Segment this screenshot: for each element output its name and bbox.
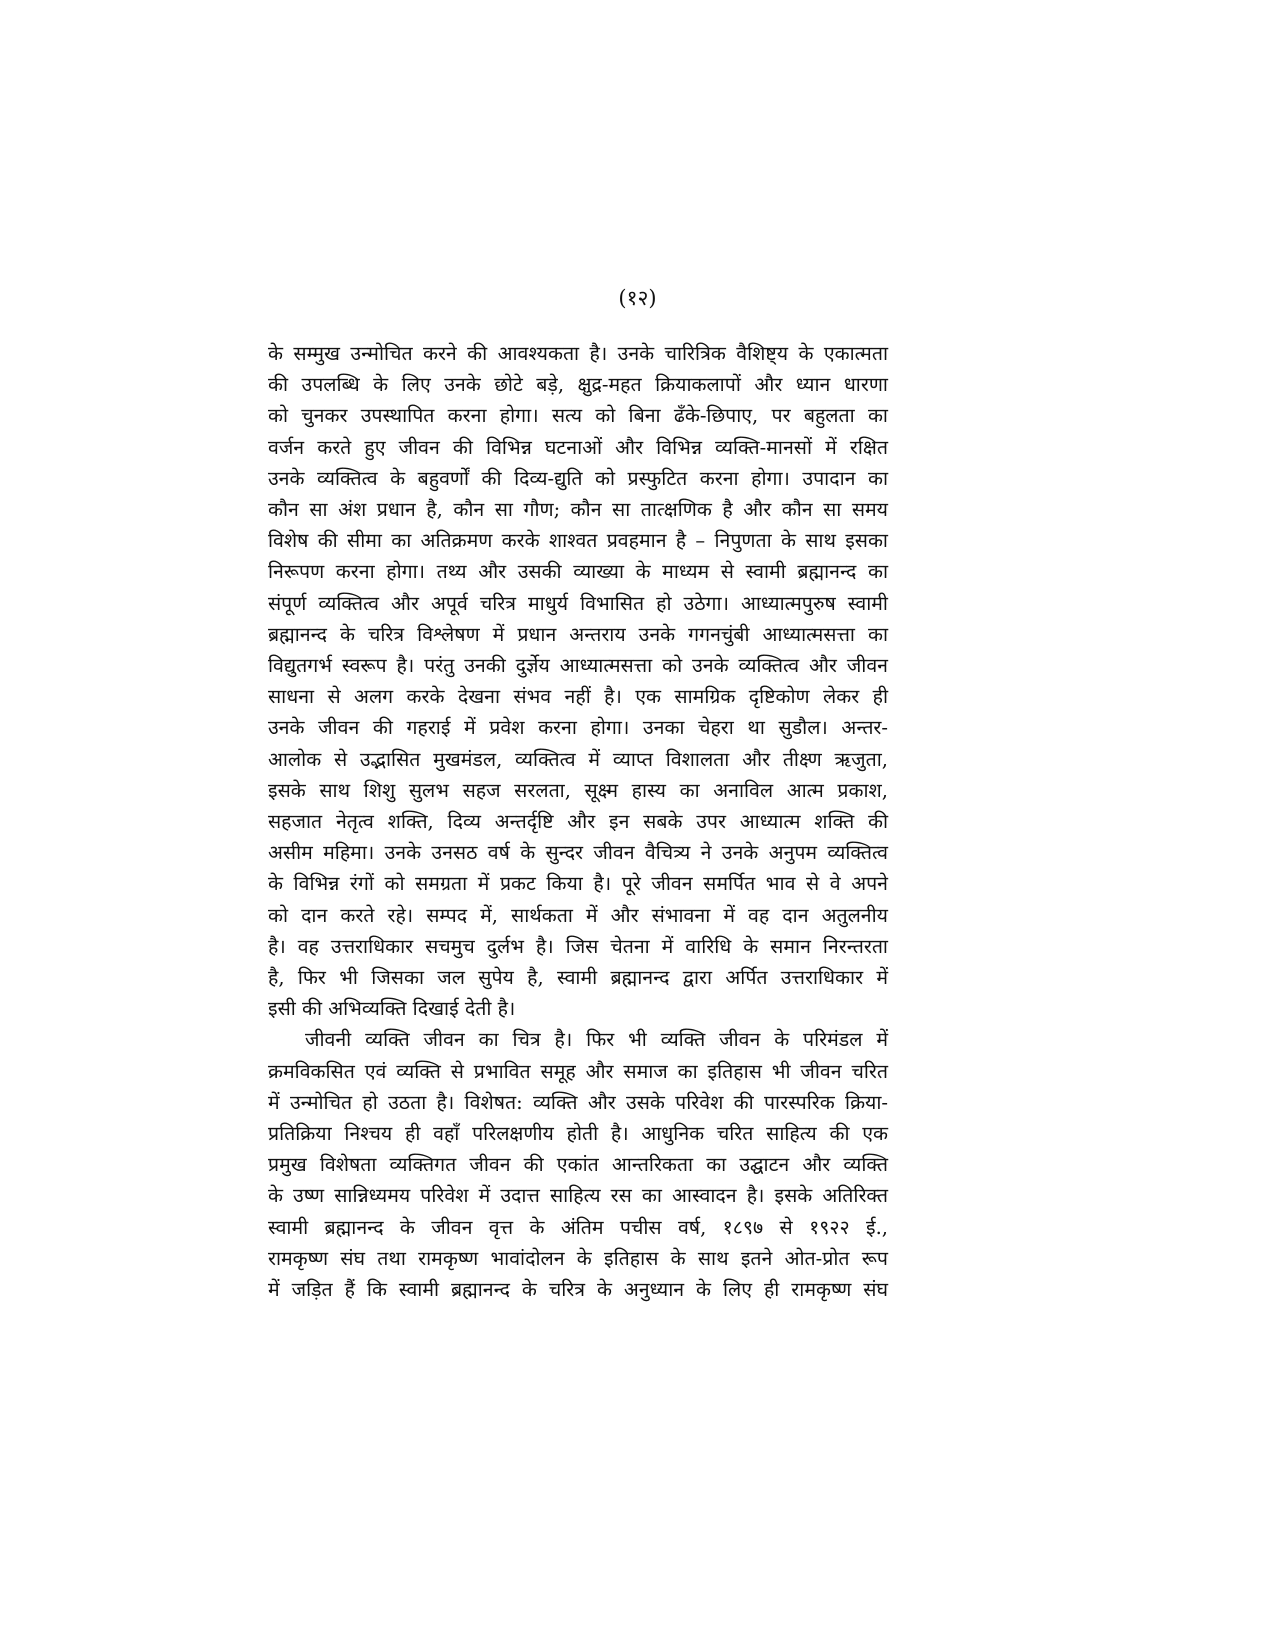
text-line: आलोक से उद्भासित मुखमंडल, व्यक्तित्व में व्याप्त विशालता और तीक्ष्ण ऋजुता, xyxy=(268,747,888,771)
text-line: विद्युतगर्भ स्वरूप है। परंतु उनकी दुर्ज्ञेय आध्यात्मसत्ता को उनके व्यक्तित्व और जीवन xyxy=(268,654,888,678)
text-line: के उष्ण सान्निध्यमय परिवेश में उदात्त साहित्य रस का आस्वादन है। इसके अतिरिक्त xyxy=(268,1184,888,1208)
text-line: साधना से अलग करके देखना संभव नहीं है। एक सामग्रिक दृष्टिकोण लेकर ही xyxy=(268,685,888,709)
paragraph-2 xyxy=(268,1024,888,1305)
text-line: ब्रह्मानन्द के चरित्र विश्लेषण में प्रधान अन्तराय उनके गगनचुंबी आध्यात्मसत्ता का xyxy=(268,622,888,646)
text-line: इसके साथ शिशु सुलभ सहज सरलता, सूक्ष्म हास्य का अनाविल आत्म प्रकाश, xyxy=(268,778,888,802)
text-line: में जड़ित हैं कि स्वामी ब्रह्मानन्द के चरित्र के अनुध्यान के लिए ही रामकृष्ण संघ xyxy=(268,1278,888,1302)
text-line: संपूर्ण व्यक्तित्व और अपूर्व चरित्र माधुर्य विभासित हो उठेगा। आध्यात्मपुरुष स्वामी xyxy=(268,591,888,615)
body-text xyxy=(268,338,888,1305)
text-line: उनके जीवन की गहराई में प्रवेश करना होगा। उनका चेहरा था सुडौल। अन्तर- xyxy=(268,716,888,740)
text-line: में उन्मोचित हो उठता है। विशेषत: व्यक्ति और उसके परिवेश की पारस्परिक क्रिया- xyxy=(268,1090,888,1114)
text-line: कौन सा अंश प्रधान है, कौन सा गौण; कौन सा तात्क्षणिक है और कौन सा समय xyxy=(268,498,888,522)
text-line: की उपलब्धि के लिए उनके छोटे बड़े, क्षुद्र-महत क्रियाकलापों और ध्यान धारणा xyxy=(268,373,888,397)
text-line: है। वह उत्तराधिकार सचमुच दुर्लभ है। जिस चेतना में वारिधि के समान निरन्तरता xyxy=(268,934,888,958)
text-line: वर्जन करते हुए जीवन की विभिन्न घटनाओं और विभिन्न व्यक्ति-मानसों में रक्षित xyxy=(268,435,888,459)
text-line: के विभिन्न रंगों को समग्रता में प्रकट किया है। पूरे जीवन समर्पित भाव से वे अपने xyxy=(268,872,888,896)
text-line: असीम महिमा। उनके उनसठ वर्ष के सुन्दर जीवन वैचित्र्य ने उनके अनुपम व्यक्तित्व xyxy=(268,841,888,865)
text-line: जीवनी व्यक्ति जीवन का चित्र है। फिर भी व्यक्ति जीवन के परिमंडल में xyxy=(305,1028,888,1052)
text-line: रामकृष्ण संघ तथा रामकृष्ण भावांदोलन के इतिहास के साथ इतने ओत-प्रोत रूप xyxy=(268,1246,888,1270)
text-line: को चुनकर उपस्थापित करना होगा। सत्य को बिना ढँके-छिपाए, पर बहुलता का xyxy=(268,404,888,428)
text-line: है, फिर भी जिसका जल सुपेय है, स्वामी ब्रह्मानन्द द्वारा अर्पित उत्तराधिकार में xyxy=(268,966,888,990)
text-line: निरूपण करना होगा। तथ्य और उसकी व्याख्या के माध्यम से स्वामी ब्रह्मानन्द का xyxy=(268,560,888,584)
text-line: प्रतिक्रिया निश्चय ही वहाँ परिलक्षणीय होती है। आधुनिक चरित साहित्य की एक xyxy=(268,1122,888,1146)
text-line: विशेष की सीमा का अतिक्रमण करके शाश्वत प्रवहमान है – निपुणता के साथ इसका xyxy=(268,529,888,553)
text-line: प्रमुख विशेषता व्यक्तिगत जीवन की एकांत आन्तरिकता का उद्घाटन और व्यक्ति xyxy=(268,1153,888,1177)
text-line: क्रमविकसित एवं व्यक्ति से प्रभावित समूह और समाज का इतिहास भी जीवन चरित xyxy=(268,1059,888,1083)
text-line: को दान करते रहे। सम्पद में, सार्थकता में और संभावना में वह दान अतुलनीय xyxy=(268,903,888,927)
page-number: (१२) xyxy=(618,286,657,310)
text-line: इसी की अभिव्यक्ति दिखाई देती है। xyxy=(268,997,516,1021)
paragraph-1 xyxy=(268,338,888,1024)
text-line: उनके व्यक्तित्व के बहुवर्णों की दिव्य-द्युति को प्रस्फुटित करना होगा। उपादान का xyxy=(268,466,888,490)
text-line: स्वामी ब्रह्मानन्द के जीवन वृत्त के अंतिम पचीस वर्ष, १८९७ से १९२२ ई., xyxy=(268,1215,888,1239)
text-line: सहजात नेतृत्व शक्ति, दिव्य अन्तर्दृष्टि और इन सबके उपर आध्यात्म शक्ति की xyxy=(268,810,888,834)
text-line: के सम्मुख उन्मोचित करने की आवश्यकता है। उनके चारित्रिक वैशिष्ट्य के एकात्मता xyxy=(268,342,888,365)
